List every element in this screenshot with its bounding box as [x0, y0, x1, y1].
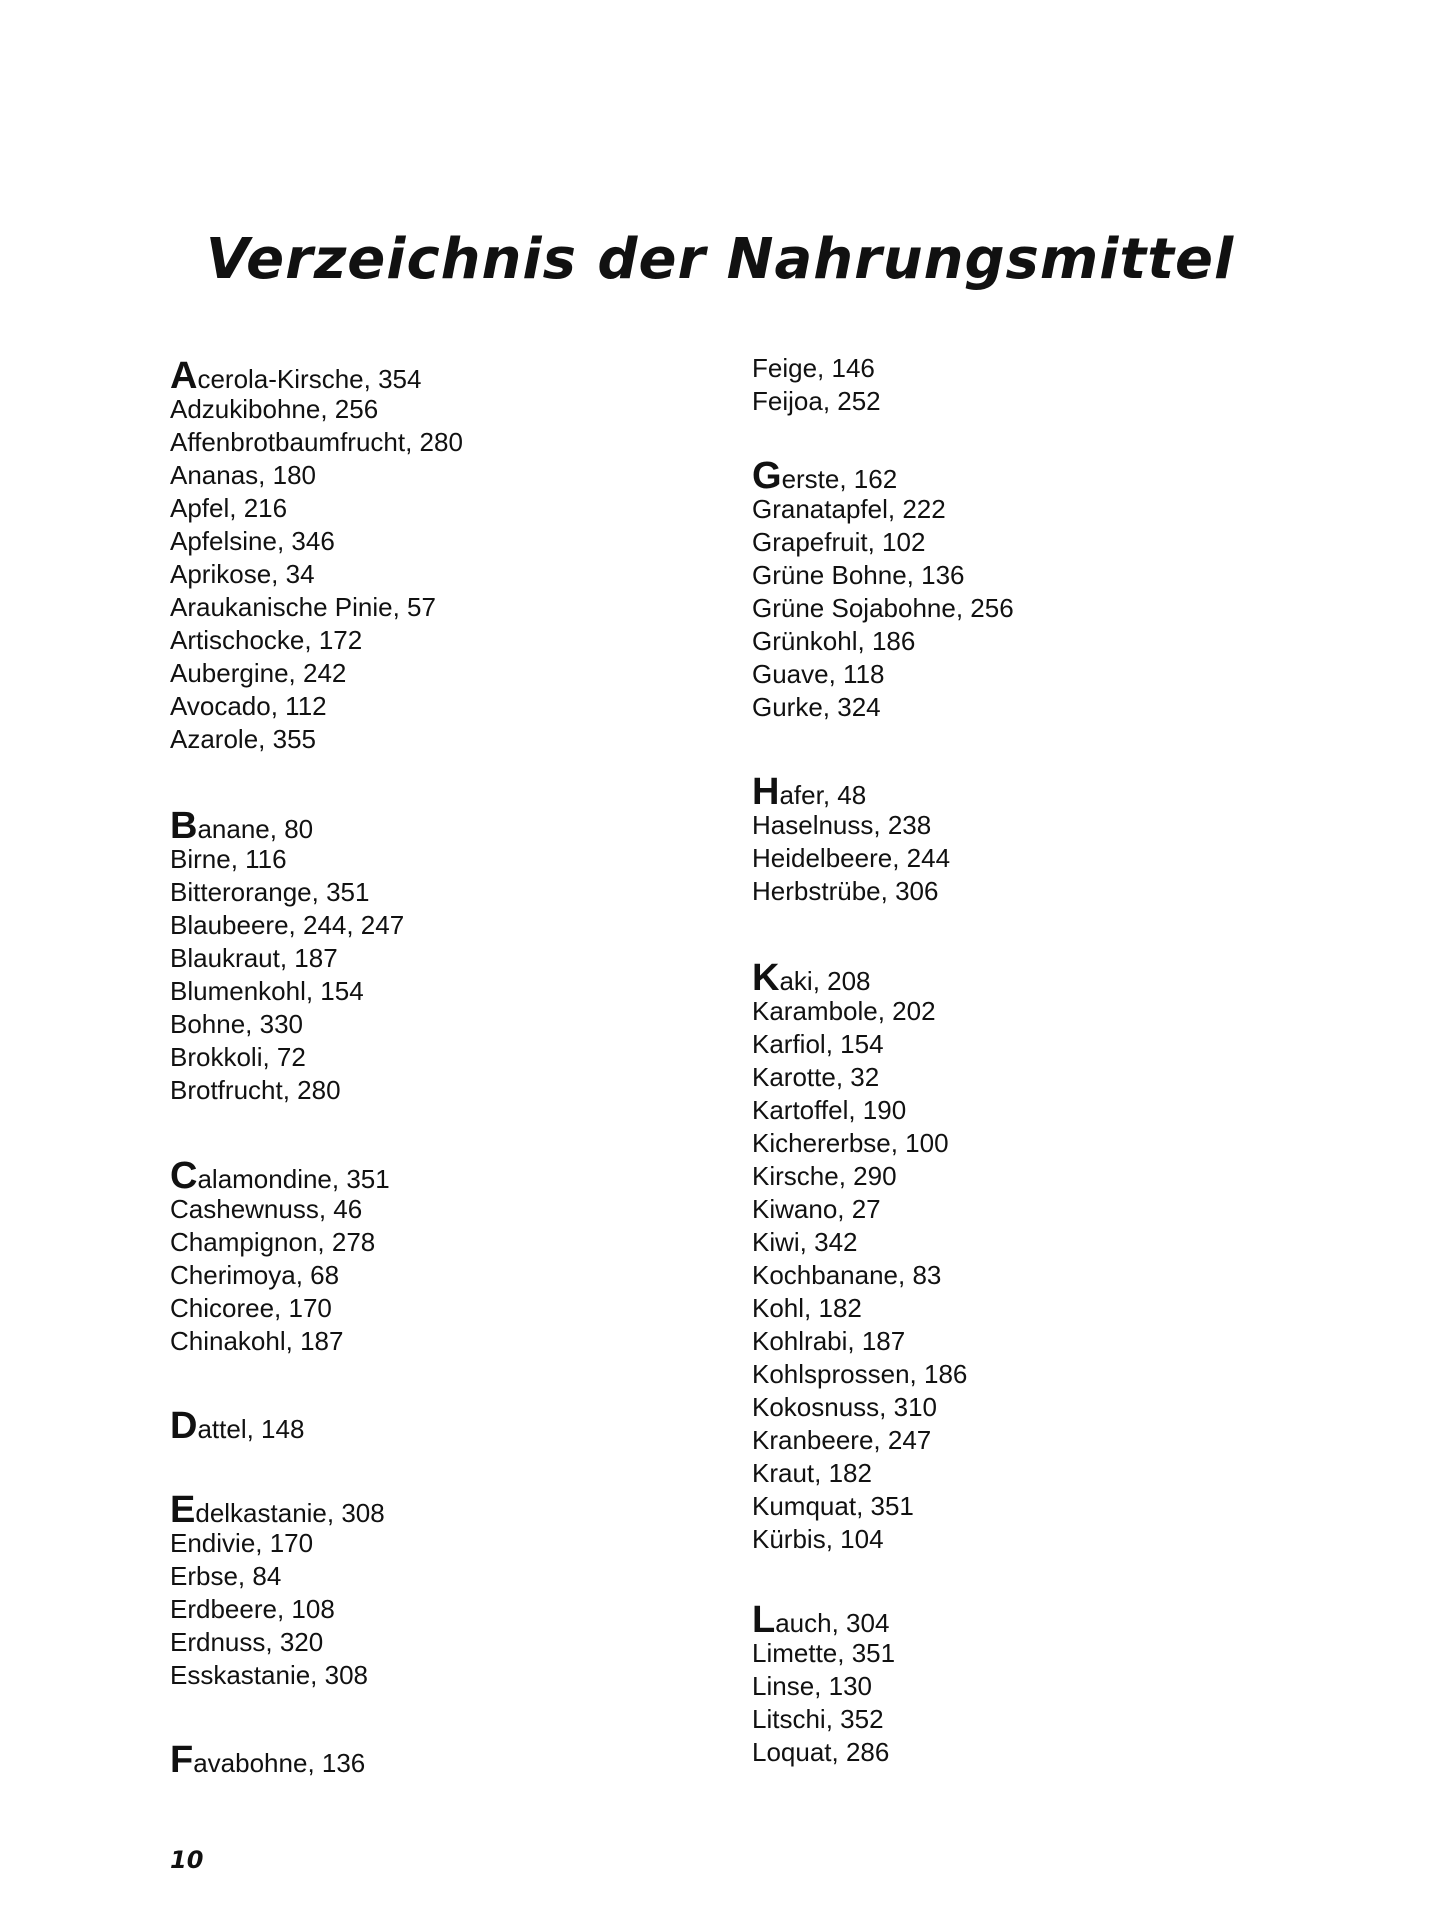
- index-entry: Banane, 80: [170, 805, 314, 847]
- index-entry: Champignon, 278: [170, 1227, 376, 1257]
- index-entry: Kichererbse, 100: [752, 1128, 949, 1158]
- page-number: 10: [170, 1846, 204, 1874]
- index-initial-letter: C: [170, 1155, 198, 1197]
- index-entry: Grüne Bohne, 136: [752, 560, 965, 590]
- index-entry: Karambole, 202: [752, 996, 936, 1026]
- index-entry: Gerste, 162: [752, 455, 898, 497]
- index-entry: Bohne, 330: [170, 1009, 304, 1039]
- index-entry: Adzukibohne, 256: [170, 394, 379, 424]
- index-entry: Grünkohl, 186: [752, 626, 916, 656]
- index-entry: Kürbis, 104: [752, 1524, 884, 1554]
- index-entry: Grapefruit, 102: [752, 527, 926, 557]
- index-initial-letter: B: [170, 805, 198, 847]
- index-entry: Granatapfel, 222: [752, 494, 946, 524]
- index-entry: Aprikose, 34: [170, 559, 315, 589]
- index-entry: Dattel, 148: [170, 1405, 305, 1447]
- index-entry: Azarole, 355: [170, 724, 316, 754]
- index-entry: Feige, 146: [752, 353, 875, 383]
- index-entry: Kokosnuss, 310: [752, 1392, 938, 1422]
- index-entry: Kiwano, 27: [752, 1194, 881, 1224]
- index-entry: Edelkastanie, 308: [170, 1489, 385, 1531]
- index-entry: Cashewnuss, 46: [170, 1194, 363, 1224]
- index-entry: Acerola-Kirsche, 354: [170, 355, 422, 397]
- index-entry: Hafer, 48: [752, 771, 867, 813]
- index-entry: Kumquat, 351: [752, 1491, 914, 1521]
- index-group-g: [752, 455, 1312, 724]
- index-entry: Esskastanie, 308: [170, 1660, 369, 1690]
- index-entry: Aubergine, 242: [170, 658, 347, 688]
- index-entry: Loquat, 286: [752, 1737, 890, 1767]
- index-entry: Cherimoya, 68: [170, 1260, 340, 1290]
- index-entry: Blaukraut, 187: [170, 943, 338, 973]
- index-entry: Erbse, 84: [170, 1561, 282, 1591]
- index-entry: Herbstrübe, 306: [752, 876, 939, 906]
- index-entry: Haselnuss, 238: [752, 810, 932, 840]
- index-group-b: [170, 805, 730, 1107]
- index-entry: Avocado, 112: [170, 691, 327, 721]
- index-initial-letter: K: [752, 957, 780, 999]
- index-entry: Brokkoli, 72: [170, 1042, 306, 1072]
- index-entry: Affenbrotbaumfrucht, 280: [170, 427, 463, 457]
- index-entry: Bitterorange, 351: [170, 877, 370, 907]
- index-entry: Guave, 118: [752, 659, 885, 689]
- index-entry: Karotte, 32: [752, 1062, 880, 1092]
- index-initial-letter: L: [752, 1599, 776, 1641]
- index-entry: Kaki, 208: [752, 957, 871, 999]
- index-entry: Linse, 130: [752, 1671, 872, 1701]
- index-initial-letter: H: [752, 771, 780, 813]
- index-entry: Kohl, 182: [752, 1293, 862, 1323]
- index-entry: Artischocke, 172: [170, 625, 363, 655]
- page-title: Verzeichnis der Nahrungsmittel: [205, 227, 1235, 292]
- index-entry: Chinakohl, 187: [170, 1326, 344, 1356]
- index-entry: Blaubeere, 244, 247: [170, 910, 405, 940]
- index-entry: Heidelbeere, 244: [752, 843, 951, 873]
- index-entry: Limette, 351: [752, 1638, 896, 1668]
- index-group-continued: [752, 352, 1312, 418]
- index-entry: Kraut, 182: [752, 1458, 872, 1488]
- index-entry: Gurke, 324: [752, 692, 881, 722]
- index-entry: Kranbeere, 247: [752, 1425, 932, 1455]
- index-entry: Grüne Sojabohne, 256: [752, 593, 1014, 623]
- index-group-h: [752, 771, 1312, 908]
- index-entry: Favabohne, 136: [170, 1739, 366, 1781]
- index-initial-letter: A: [170, 355, 198, 397]
- index-group-k: [752, 957, 1312, 1556]
- index-entry: Kirsche, 290: [752, 1161, 897, 1191]
- index-group-f: [170, 1739, 730, 1781]
- index-group-l: [752, 1599, 1312, 1769]
- index-entry: Apfel, 216: [170, 493, 288, 523]
- index-entry: Karfiol, 154: [752, 1029, 884, 1059]
- index-entry: Calamondine, 351: [170, 1155, 390, 1197]
- index-entry: Endivie, 170: [170, 1528, 314, 1558]
- index-entry: Chicoree, 170: [170, 1293, 332, 1323]
- index-entry: Ananas, 180: [170, 460, 317, 490]
- index-entry: Feijoa, 252: [752, 386, 881, 416]
- index-group-a: [170, 355, 730, 756]
- index-entry: Apfelsine, 346: [170, 526, 335, 556]
- index-entry: Birne, 116: [170, 844, 287, 874]
- index-group-d: [170, 1405, 730, 1447]
- index-initial-letter: E: [170, 1489, 196, 1531]
- index-initial-letter: G: [752, 455, 782, 497]
- index-entry: Kiwi, 342: [752, 1227, 858, 1257]
- index-entry: Litschi, 352: [752, 1704, 884, 1734]
- index-initial-letter: F: [170, 1739, 194, 1781]
- index-entry: Erdbeere, 108: [170, 1594, 335, 1624]
- index-entry: Kohlrabi, 187: [752, 1326, 906, 1356]
- index-entry: Araukanische Pinie, 57: [170, 592, 436, 622]
- index-initial-letter: D: [170, 1405, 198, 1447]
- index-entry: Kochbanane, 83: [752, 1260, 942, 1290]
- index-entry: Brotfrucht, 280: [170, 1075, 341, 1105]
- index-entry: Blumenkohl, 154: [170, 976, 364, 1006]
- index-entry: Kartoffel, 190: [752, 1095, 907, 1125]
- index-entry: Kohlsprossen, 186: [752, 1359, 968, 1389]
- index-group-c: [170, 1155, 730, 1358]
- index-entry: Erdnuss, 320: [170, 1627, 324, 1657]
- index-group-e: [170, 1489, 730, 1692]
- index-entry: Lauch, 304: [752, 1599, 890, 1641]
